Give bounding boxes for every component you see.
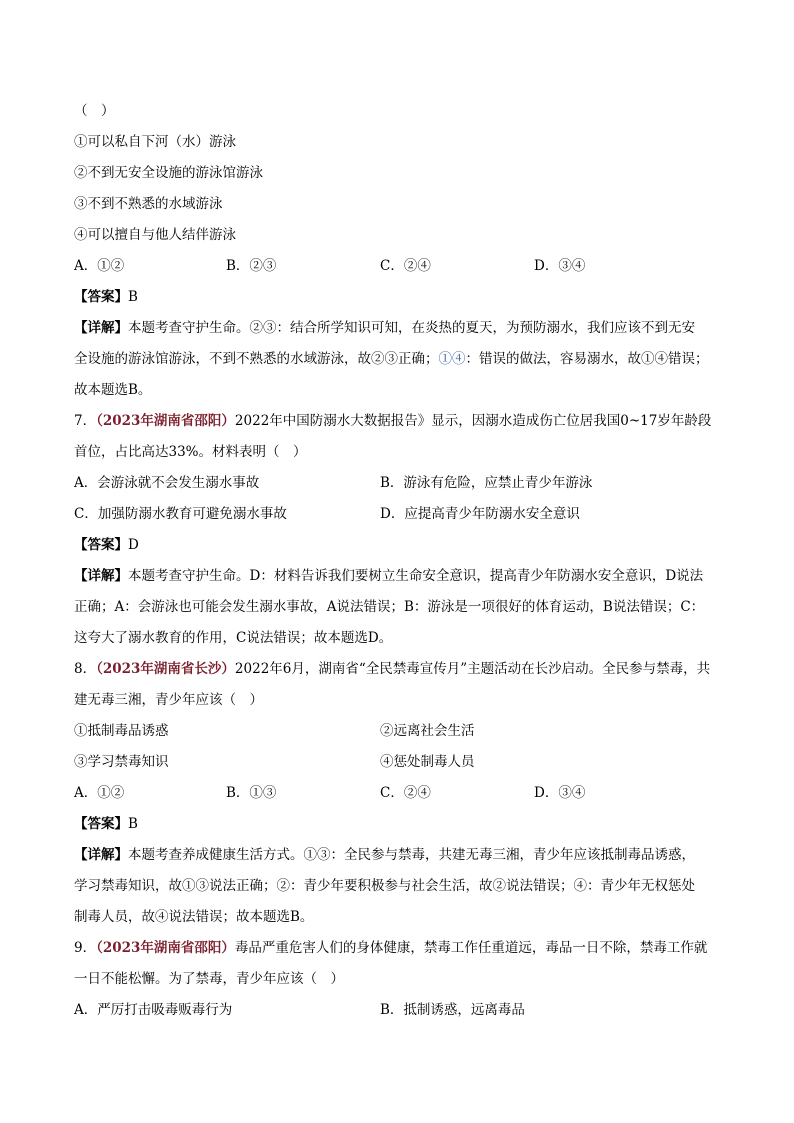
q7-detail-line-1: 【详解】本题考查守护生命。D：材料告诉我们要树立生命安全意识，提高青少年防溺水安全意识，D说法 xyxy=(74,568,704,584)
q7-stem-line-2: 首位，占比高达33%。材料表明（ ） xyxy=(74,444,307,460)
q8-number: 8． xyxy=(74,661,97,677)
q6-option-d: D．③④ xyxy=(534,258,586,274)
detail-tag: 【详解】 xyxy=(74,568,128,584)
q6-item-2: ②不到无安全设施的游泳馆游泳 xyxy=(74,165,263,181)
q6-item-1: ①可以私自下河（水）游泳 xyxy=(74,134,236,150)
q9-stem-line-2: 一日不能松懈。为了禁毒，青少年应该（ ） xyxy=(74,971,344,987)
q8-item-4: ④惩处制毒人员 xyxy=(380,754,475,770)
answer-value: D xyxy=(128,537,139,553)
q6-option-b: B．②③ xyxy=(226,258,277,274)
q8-option-a: A．①② xyxy=(74,785,125,801)
q8-item-2: ②远离社会生活 xyxy=(380,723,475,739)
q7-option-a: A．会游泳就不会发生溺水事故 xyxy=(74,475,260,491)
q9-source: （2023年湖南省邵阳） xyxy=(96,940,235,956)
q8-option-d: D．③④ xyxy=(534,785,586,801)
q7-option-d: D．应提高青少年防溺水安全意识 xyxy=(380,506,580,522)
q7-detail-line-3: 这夸大了溺水教育的作用，C说法错误；故本题选D。 xyxy=(74,630,393,646)
answer-value: B xyxy=(128,289,138,305)
q9-option-b: B．抵制诱惑，远离毒品 xyxy=(380,1002,525,1018)
q6-detail-line-2: 全设施的游泳馆游泳，不到不熟悉的水域游泳，故②③正确；①④：错误的做法，容易溺水，故①④错误； xyxy=(74,351,709,367)
q6-option-c: C．②④ xyxy=(380,258,431,274)
q6-option-a: A．①② xyxy=(74,258,125,274)
answer-tag: 【答案】 xyxy=(74,289,128,305)
q8-answer xyxy=(74,815,734,833)
detail-tag: 【详解】 xyxy=(74,320,128,336)
q8-detail-line-3: 制毒人员，故④说法错误；故本题选B。 xyxy=(74,909,314,925)
q7-answer xyxy=(74,536,734,554)
q8-option-c: C．②④ xyxy=(380,785,431,801)
answer-tag: 【答案】 xyxy=(74,816,128,832)
q9-number: 9． xyxy=(74,940,97,956)
q8-detail-line-2: 学习禁毒知识，故①③说法正确；②：青少年要积极参与社会生活，故②说法错误；④：青少年无权惩处 xyxy=(74,878,695,894)
q8-stem-line-2: 建无毒三湘，青少年应该（ ） xyxy=(74,692,263,708)
q8-stem-line-1: 8．（2023年湖南省长沙）2022年6月，湖南省“全民禁毒宣传月”主题活动在长沙启动。全民参与禁毒，共 xyxy=(74,661,711,677)
q8-item-1: ①抵制毒品诱惑 xyxy=(74,723,169,739)
q6-answer xyxy=(74,288,734,306)
answer-tag: 【答案】 xyxy=(74,537,128,553)
q6-detail-line-3: 故本题选B。 xyxy=(74,382,152,398)
q7-source: （2023年湖南省邵阳） xyxy=(96,413,235,429)
highlighted-text: ①④ xyxy=(438,351,466,367)
q8-item-3: ③学习禁毒知识 xyxy=(74,754,169,770)
answer-value: B xyxy=(128,816,138,832)
q7-number: 7． xyxy=(74,413,97,429)
q8-source: （2023年湖南省长沙） xyxy=(96,661,235,677)
q6-item-4: ④可以擅自与他人结伴游泳 xyxy=(74,227,236,243)
q7-stem-line-1: 7．（2023年湖南省邵阳）2022年中国防溺水大数据报告》显示，因溺水造成伤亡位居我国0~17岁年龄段 xyxy=(74,413,712,429)
q9-stem-line-1: 9．（2023年湖南省邵阳）毒品严重危害人们的身体健康，禁毒工作任重道远，毒品一日不除，禁毒工作就 xyxy=(74,940,708,956)
q7-detail-line-2: 正确；A：会游泳也可能会发生溺水事故，A说法错误；B：游泳是一项很好的体育运动，B说法错误；C： xyxy=(74,599,705,615)
q6-stem-end: （ ） xyxy=(74,103,115,119)
detail-tag: 【详解】 xyxy=(74,847,128,863)
q7-option-c: C．加强防溺水教育可避免溺水事故 xyxy=(74,506,287,522)
q8-option-b: B．①③ xyxy=(226,785,277,801)
q6-item-3: ③不到不熟悉的水域游泳 xyxy=(74,196,223,212)
q9-option-a: A．严厉打击吸毒贩毒行为 xyxy=(74,1002,233,1018)
q6-detail-line-1: 【详解】本题考查守护生命。②③：结合所学知识可知，在炎热的夏天，为预防溺水，我们应该不到无安 xyxy=(74,320,695,336)
q7-option-b: B．游泳有危险，应禁止青少年游泳 xyxy=(380,475,593,491)
q8-detail-line-1: 【详解】本题考查养成健康生活方式。①③：全民参与禁毒，共建无毒三湘，青少年应该抵制毒品诱惑， xyxy=(74,847,695,863)
